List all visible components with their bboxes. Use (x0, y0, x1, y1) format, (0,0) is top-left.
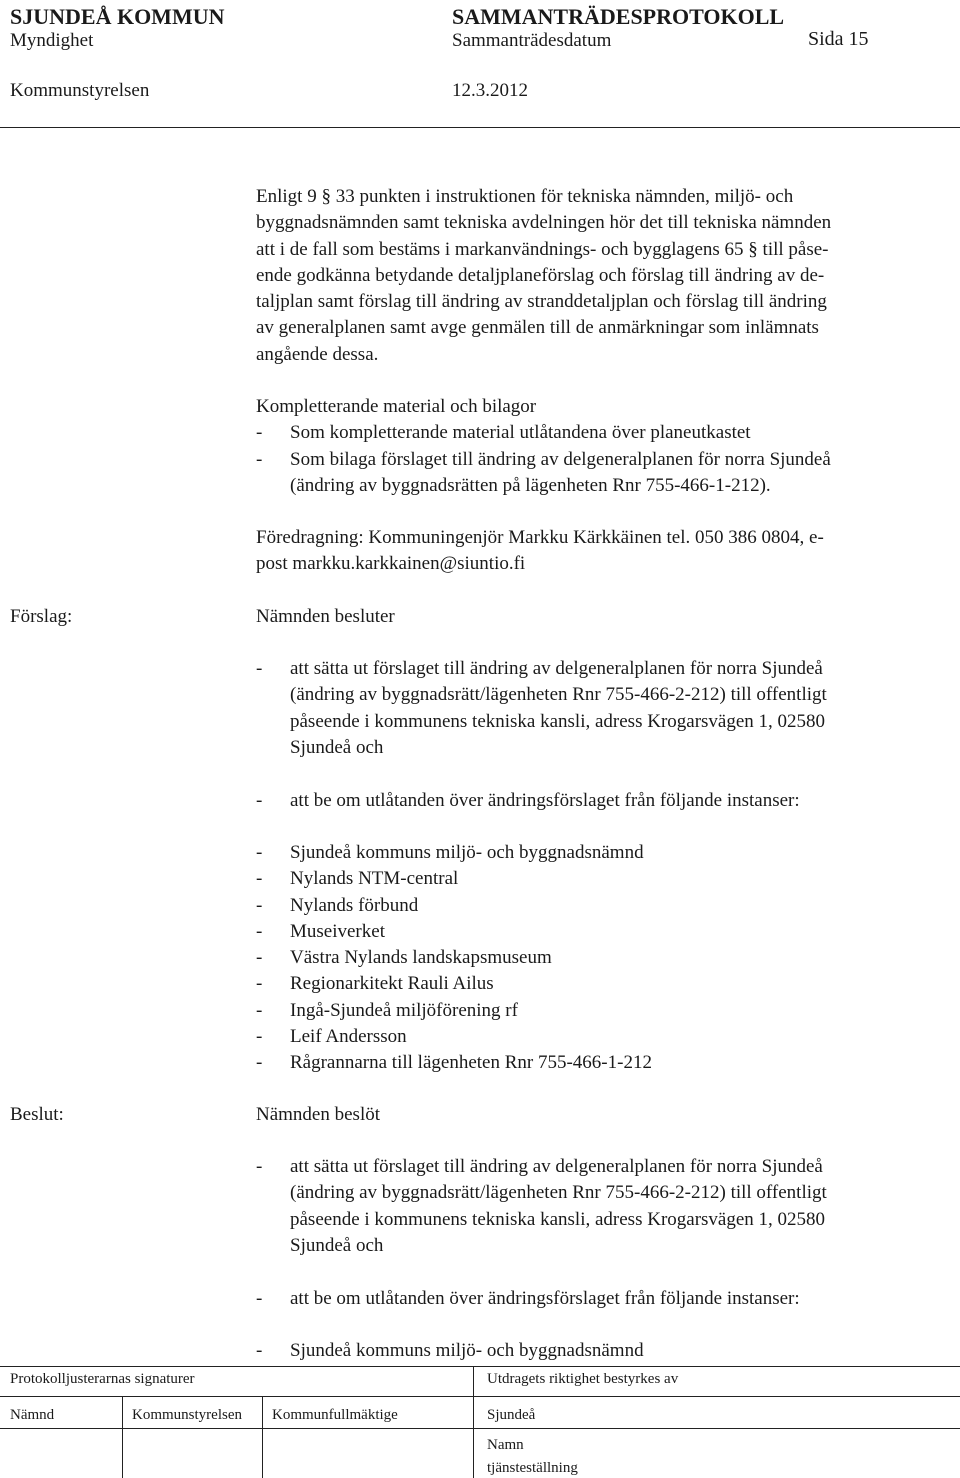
presenter-section (256, 525, 824, 578)
list-item: - Sjundeå kommuns miljö- och byggnadsnämnd (256, 842, 644, 863)
name-label: Namn (487, 1437, 524, 1453)
footer-lower-rule (0, 1428, 960, 1429)
intro-paragraph (256, 184, 831, 368)
decision-item-2 (256, 1286, 800, 1312)
proposal-label: Förslag: (10, 606, 73, 627)
material-heading: Kompletterande material och bilagor (256, 396, 537, 417)
intro-line: att i de fall som bestäms i markanvändnings- och bygglagens 65 § till påse- (256, 238, 829, 260)
list-item (256, 420, 831, 446)
decision-item-1 (256, 1154, 827, 1259)
footer-top-rule (0, 1366, 960, 1367)
list-item: - Leif Andersson (256, 1026, 407, 1048)
list-item: - Nylands NTM-central (256, 868, 459, 890)
footer-col-divider (122, 1396, 123, 1478)
proposal-item-2 (256, 788, 800, 814)
material-section (256, 394, 831, 499)
proposal-item-1 (256, 656, 827, 761)
decision-label: Beslut: (10, 1104, 64, 1125)
list-item-text: Sjundeå och (290, 1234, 384, 1256)
col-sjundea: Sjundeå (487, 1407, 536, 1423)
list-item-text: Som bilaga förslaget till ändring av delgeneralplanen för norra Sjundeå (290, 448, 831, 470)
proposal-heading: Nämnden besluter (256, 606, 395, 627)
list-item-text: att be om utlåtanden över ändringsförslaget från följande instanser: (290, 790, 800, 811)
intro-line: ende godkänna betydande detaljplaneförslag och förslag till ändring av de- (256, 264, 825, 286)
list-item-text: att sätta ut förslaget till ändring av delgeneralplanen för norra Sjundeå (290, 658, 823, 679)
intro-line: av generalplanen samt avge genmälen till de anmärkningar som inlämnats (256, 317, 819, 339)
list-item-text: (ändring av byggnadsrätt/lägenheten Rnr 755-466-2-212) till offentligt (290, 1182, 827, 1204)
presenter-line: post markku.karkkainen@siuntio.fi (256, 553, 526, 575)
intro-line: Enligt 9 § 33 punkten i instruktionen för tekniska nämnden, miljö- och (256, 186, 794, 207)
list-item-text: att be om utlåtanden över ändringsförslaget från följande instanser: (290, 1288, 800, 1309)
list-item-text: påseende i kommunens tekniska kansli, adress Krogarsvägen 1, 02580 (290, 1208, 826, 1230)
list-item-text: (ändring av byggnadsrätt/lägenheten Rnr 755-466-2-212) till offentligt (290, 684, 827, 706)
certified-label: Utdragets riktighet bestyrkes av (487, 1371, 679, 1387)
authority: Kommunstyrelsen (10, 80, 150, 101)
presenter-line: Föredragning: Kommuningenjör Markku Kärkkäinen tel. 050 386 0804, e- (256, 527, 824, 548)
date-label: Sammanträdesdatum (452, 30, 612, 51)
list-item: - Ingå-Sjundeå miljöförening rf (256, 999, 518, 1021)
footer-mid-rule (0, 1396, 960, 1397)
col-namnd: Nämnd (10, 1407, 55, 1423)
municipality-name: SJUNDEÅ KOMMUN (10, 4, 225, 29)
list-item: - Museiverket (256, 920, 385, 942)
dash-marker: - (256, 422, 263, 444)
decision-heading: Nämnden beslöt (256, 1104, 381, 1125)
meeting-date: 12.3.2012 (452, 80, 528, 101)
intro-line: taljplan samt förslag till ändring av stranddetaljplan och förslag till ändring (256, 291, 827, 313)
page-number: Sida 15 (808, 28, 869, 50)
header-divider (0, 127, 960, 128)
list-item-text: att sätta ut förslaget till ändring av delgeneralplanen för norra Sjundeå (290, 1156, 823, 1177)
list-item-text: påseende i kommunens tekniska kansli, adress Krogarsvägen 1, 02580 (290, 710, 826, 732)
list-item-text: Som kompletterande material utlåtandena över planeutkastet (290, 422, 751, 444)
list-item: - Västra Nylands landskapsmuseum (256, 947, 552, 969)
footer-center-divider (473, 1366, 474, 1478)
footer-col-divider (262, 1396, 263, 1478)
proposal-instance-list (256, 840, 652, 1077)
dash-marker: - (256, 448, 263, 470)
intro-line: angående dessa. (256, 343, 379, 365)
intro-line: byggnadsnämnden samt tekniska avdelningen hör det till tekniska nämnden (256, 212, 832, 234)
list-item: - Regionarkitekt Rauli Ailus (256, 973, 494, 995)
dash-marker: - (256, 1288, 263, 1309)
document-type: SAMMANTRÄDESPROTOKOLL (452, 4, 785, 29)
dash-marker: - (256, 658, 263, 679)
col-kommunfullmaktige: Kommunfullmäktige (272, 1407, 398, 1423)
dash-marker: - (256, 1156, 263, 1177)
decision-instance-list (256, 1338, 644, 1364)
list-item (256, 447, 831, 473)
dash-marker: - (256, 790, 263, 811)
list-item: - Rågrannarna till lägenheten Rnr 755-466-1-212 (256, 1052, 652, 1074)
list-item: - Nylands förbund (256, 894, 419, 916)
authority-label: Myndighet (10, 30, 94, 51)
list-item: - Sjundeå kommuns miljö- och byggnadsnämnd (256, 1340, 644, 1361)
material-list (256, 420, 831, 499)
title-label: tjänsteställning (487, 1460, 578, 1476)
list-item-continuation (256, 473, 831, 499)
list-item-text: (ändring av byggnadsrätten på lägenheten Rnr 755-466-1-212). (290, 474, 771, 496)
list-item-text: Sjundeå och (290, 736, 384, 758)
signatures-label: Protokolljusterarnas signaturer (10, 1371, 195, 1387)
col-kommunstyrelsen: Kommunstyrelsen (132, 1407, 242, 1423)
